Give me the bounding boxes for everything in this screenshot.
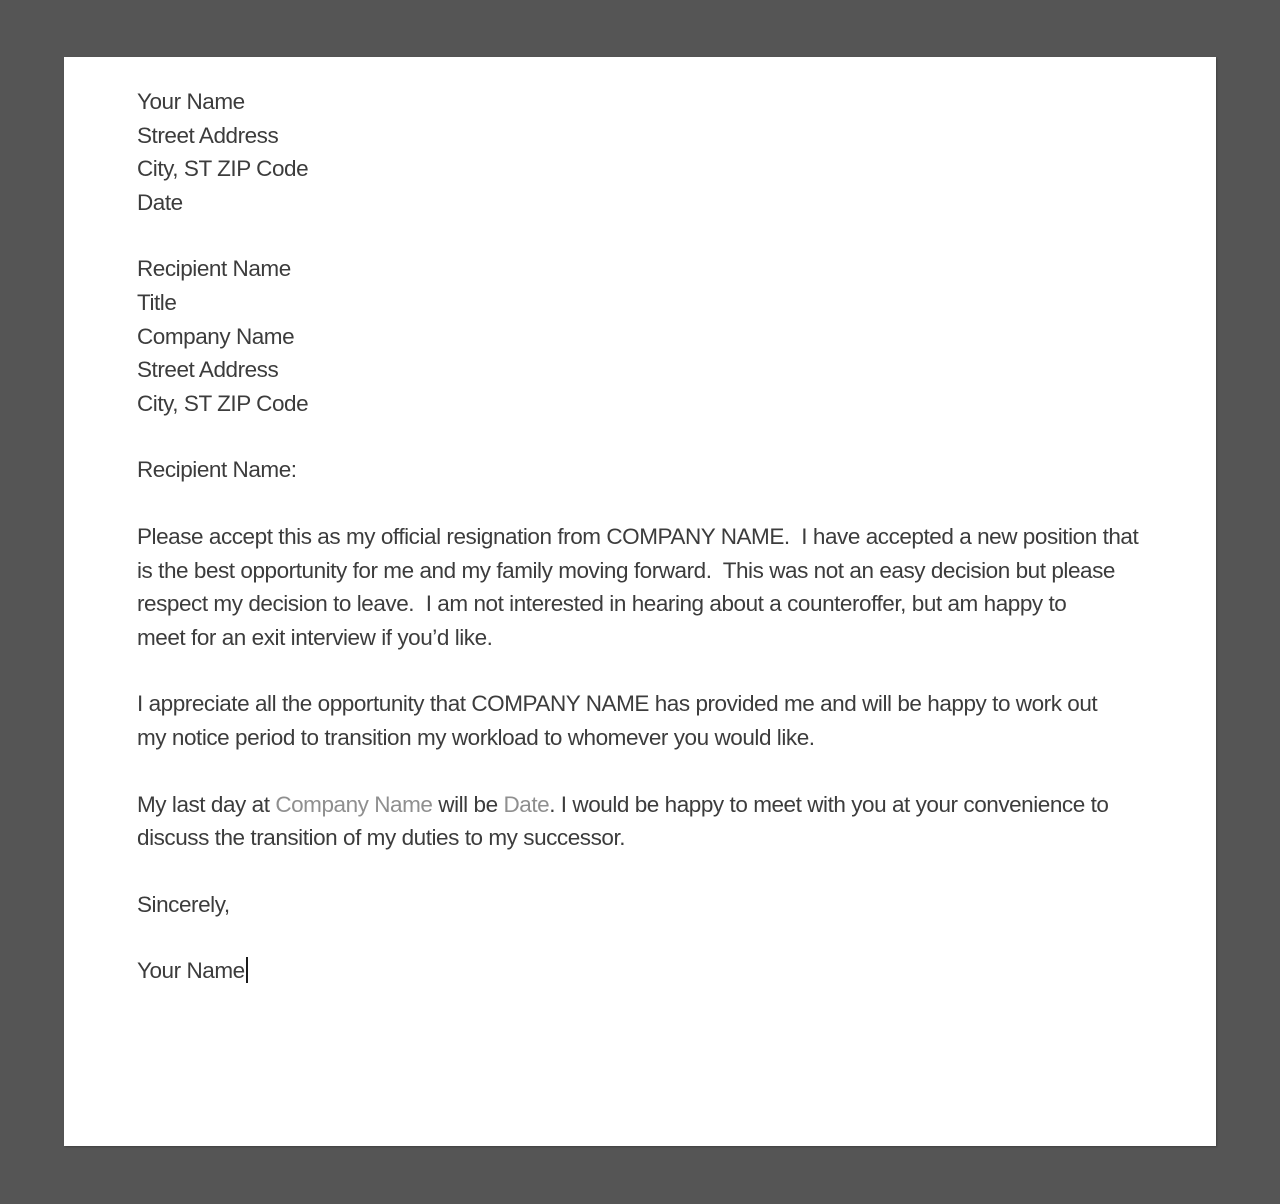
letter-text: Sincerely,	[137, 891, 230, 917]
letter-text: City, ST ZIP Code	[137, 156, 309, 182]
letter-text: Street Address	[137, 357, 279, 383]
text-line	[137, 286, 1161, 320]
letter-text: my notice period to transition my workload to whomever you would like.	[137, 724, 815, 750]
letter-block-sender-address[interactable]	[137, 85, 1161, 219]
letter-text: I appreciate all the opportunity that COMPANY NAME has provided me and will be happy to work out	[137, 691, 1098, 717]
letter-content	[137, 85, 1161, 1021]
text-line	[137, 721, 1161, 755]
placeholder-text[interactable]: Company Name	[275, 791, 433, 817]
letter-text: Please accept this as my official resignation from COMPANY NAME. I have accepted a new position that	[137, 523, 1139, 549]
letter-text: Recipient Name	[137, 256, 291, 282]
letter-block-paragraph-last-day[interactable]	[137, 788, 1161, 855]
text-line	[137, 152, 1161, 186]
text-line	[137, 453, 1161, 487]
text-line	[137, 387, 1161, 421]
text-line	[137, 687, 1161, 721]
placeholder-text[interactable]: Date	[503, 791, 550, 817]
letter-text: Street Address	[137, 122, 279, 148]
text-line	[137, 621, 1161, 655]
letter-text: Your Name	[137, 89, 245, 114]
letter-text: Date	[137, 189, 183, 215]
text-line	[137, 186, 1161, 220]
letter-text: Your Name	[137, 958, 245, 984]
text-line	[137, 85, 1161, 119]
letter-text: will be	[432, 791, 504, 817]
letter-block-closing[interactable]	[137, 888, 1161, 922]
letter-text: Company Name	[137, 323, 295, 349]
letter-block-paragraph-notice[interactable]	[137, 687, 1161, 754]
letter-text: . I would be happy to meet with you at your convenience to	[549, 791, 1109, 817]
text-cursor	[246, 957, 249, 983]
letter-text: City, ST ZIP Code	[137, 390, 309, 416]
letter-text: Title	[137, 289, 177, 315]
letter-block-recipient-address[interactable]	[137, 252, 1161, 420]
text-line	[137, 320, 1161, 354]
text-line	[137, 954, 1161, 988]
text-line	[137, 353, 1161, 387]
text-line	[137, 252, 1161, 286]
text-line	[137, 788, 1161, 822]
letter-text: discuss the transition of my duties to my successor.	[137, 825, 626, 851]
letter-text: is the best opportunity for me and my family moving forward. This was not an easy decision but please	[137, 557, 1115, 583]
text-line	[137, 554, 1161, 588]
text-line	[137, 119, 1161, 153]
text-line	[137, 888, 1161, 922]
letter-block-signature[interactable]	[137, 954, 1161, 988]
letter-text: meet for an exit interview if you’d like.	[137, 624, 493, 650]
text-line	[137, 587, 1161, 621]
letter-text: Recipient Name:	[137, 457, 297, 483]
text-line	[137, 821, 1161, 855]
letter-block-paragraph-resignation[interactable]	[137, 520, 1161, 654]
document-page[interactable]	[64, 57, 1216, 1146]
text-line	[137, 520, 1161, 554]
letter-text: My last day at	[137, 791, 276, 817]
letter-block-salutation[interactable]	[137, 453, 1161, 487]
letter-text: respect my decision to leave. I am not interested in hearing about a counteroffer, but am happy to	[137, 591, 1067, 617]
